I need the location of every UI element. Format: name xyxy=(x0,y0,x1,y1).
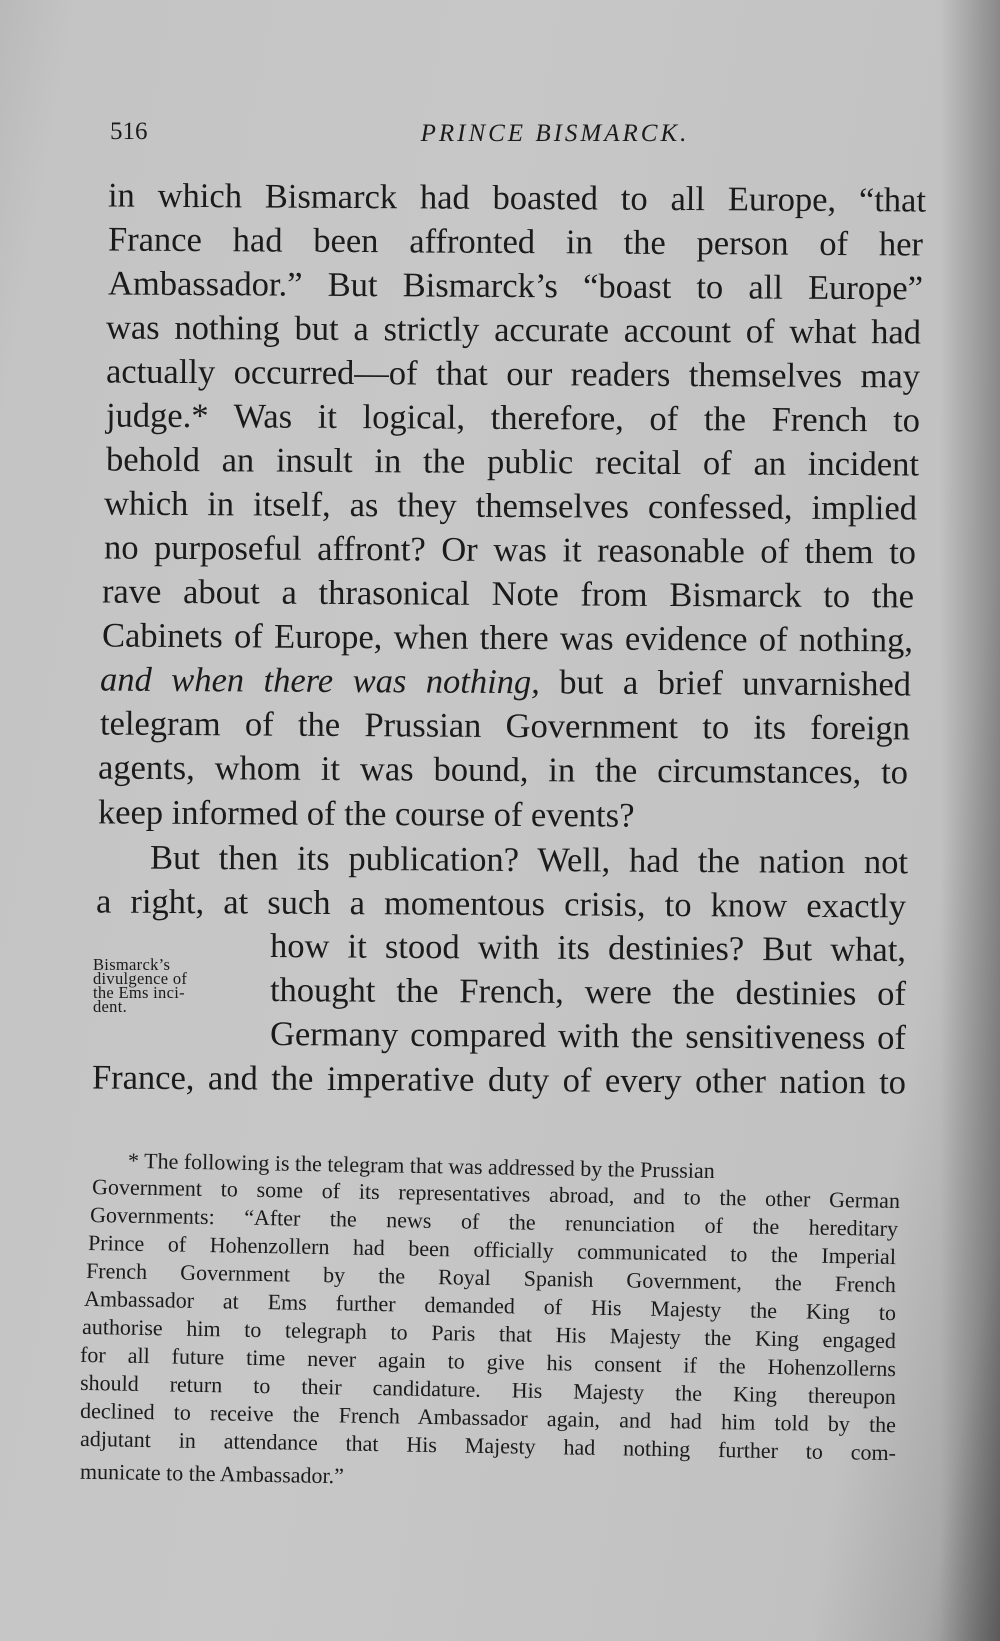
page-gutter-shadow xyxy=(940,0,1000,1641)
footnote-line: Ambassador at Ems further demanded of His Majesty the King to xyxy=(83,1285,897,1326)
footnote-line: Government to some of its representatives abroad, and to the other German xyxy=(91,1173,901,1214)
marginal-sidenote xyxy=(93,955,243,1016)
body-line: was nothing but a strictly accurate account of what had xyxy=(105,308,922,352)
italic-phrase: and when there was nothing, xyxy=(99,660,540,702)
body-line xyxy=(100,660,911,705)
body-line: thought the French, were the destinies of xyxy=(269,971,907,1013)
footnote-line: Governments: “After the news of the renunciation of the hereditary xyxy=(89,1201,899,1242)
body-line: rave about a thrasonical Note from Bismarck to the xyxy=(101,572,915,616)
footnote-line: * The following is the telegram that was addressed by the Prussian xyxy=(127,1147,715,1184)
sidenote-line: divulgence of xyxy=(93,969,188,988)
body-line: Cabinets of Europe, when there was evidence of nothing, xyxy=(101,616,914,660)
body-line: But then its publication? Well, had the nation not xyxy=(149,838,909,882)
sidenote-line: Bismarck’s xyxy=(93,955,171,974)
sidenote-line: dent. xyxy=(93,997,128,1016)
body-line: Ambassador.” But Bismarck’s “boast to all Europe” xyxy=(107,264,924,308)
body-line: a right, at such a momentous crisis, to know exactly xyxy=(95,882,907,926)
footnote-line: declined to receive the French Ambassador again, and had him told by the xyxy=(79,1397,897,1438)
body-line: agents, whom it was bound, in the circumstances, to xyxy=(97,748,909,792)
body-line: judge.* Was it logical, therefore, of the French to xyxy=(105,396,921,440)
body-line: in which Bismarck had boasted to all Europe, “that xyxy=(107,176,927,220)
body-line: behold an insult in the public recital of an incident xyxy=(105,440,920,484)
body-line: how it stood with its destinies? But what, xyxy=(269,927,907,969)
running-head: PRINCE BISMARCK. xyxy=(420,120,690,147)
body-line: no purposeful affront? Or was it reasonable of them to xyxy=(103,528,917,572)
footnote-line: adjutant in attendance that His Majesty had nothing further to com- xyxy=(79,1425,897,1466)
footnote-line: for all future time never again to give his consent if the Hohenzollerns xyxy=(79,1341,897,1382)
body-line: telegram of the Prussian Government to its foreign xyxy=(99,704,911,748)
sidenote-line: the Ems inci- xyxy=(93,983,185,1002)
footnote-line: Prince of Hohenzollern had been officially communicated to the Imperial xyxy=(87,1229,897,1270)
footnote-line: municate to the Ambassador.” xyxy=(79,1458,345,1489)
body-line: France had been affronted in the person of her xyxy=(107,220,924,264)
footnote-line: French Government by the Royal Spanish Government, the French xyxy=(85,1257,897,1298)
body-line: keep informed of the course of events? xyxy=(97,793,635,835)
page-number: 516 xyxy=(110,118,148,145)
body-line: Germany compared with the sensitiveness of xyxy=(269,1015,907,1057)
footnote-line: should return to their candidature. His Majesty the King thereupon xyxy=(79,1369,897,1410)
footnote-line: authorise him to telegraph to Paris that His Majesty the King engaged xyxy=(81,1313,897,1354)
body-line: France, and the imperative duty of every other nation to xyxy=(91,1058,907,1102)
body-line: actually occurred—of that our readers themselves may xyxy=(105,352,921,396)
body-line-rest: but a brief unvarnished xyxy=(539,663,912,704)
page-header xyxy=(110,118,920,158)
body-line: which in itself, as they themselves confessed, implied xyxy=(103,484,918,528)
